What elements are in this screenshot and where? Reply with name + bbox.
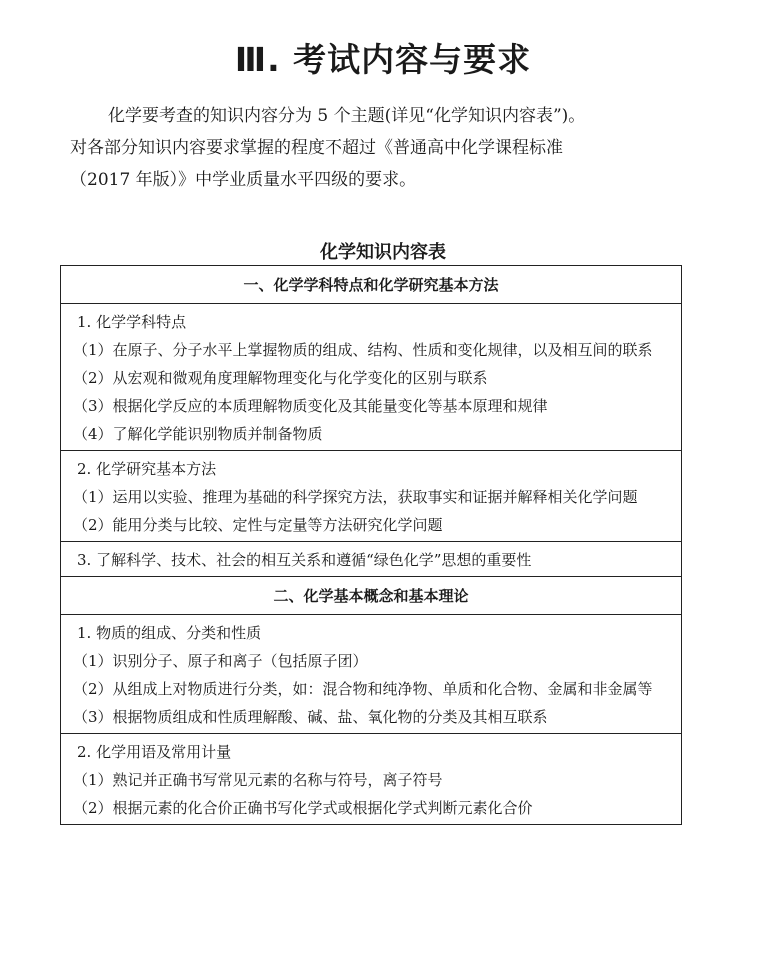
item-number: （1）	[73, 488, 113, 506]
item-text: 根据元素的化合价正确书写化学式或根据化学式判断元素化合价	[112, 799, 533, 817]
topic-title: 3. 了解科学、技术、社会的相互关系和遵循“绿色化学”思想的重要性	[77, 551, 532, 569]
item-number: （2）	[73, 369, 113, 387]
item-text: 识别分子、原子和离子（包括原子团）	[112, 652, 368, 670]
topic-block	[61, 304, 681, 451]
item-text: 运用以实验、推理为基础的科学探究方法，获取事实和证据并解释相关化学问题	[112, 488, 638, 506]
item-text: 根据化学反应的本质理解物质变化及其能量变化等基本原理和规律	[112, 397, 548, 415]
list-item	[73, 420, 669, 448]
topic-block	[61, 734, 681, 824]
topic-title: 2. 化学用语及常用计量	[77, 743, 232, 761]
knowledge-table	[60, 265, 682, 825]
item-number: （2）	[73, 516, 113, 534]
list-item	[73, 392, 669, 420]
item-number: （2）	[73, 680, 113, 698]
intro-line: （2017 年版）》中学业质量水平四级的要求。	[70, 170, 417, 190]
intro-line: 对各部分知识内容要求掌握的程度不超过《普通高中化学课程标准	[70, 138, 563, 158]
list-item	[73, 794, 669, 822]
topic-block	[61, 451, 681, 542]
item-number: （1）	[73, 652, 113, 670]
page-title: Ⅲ. 考试内容与要求	[234, 40, 532, 79]
list-item	[73, 675, 669, 703]
item-number: （3）	[73, 397, 113, 415]
list-item	[73, 483, 669, 511]
item-text: 从组成上对物质进行分类，如：混合物和纯净物、单质和化合物、金属和非金属等	[112, 680, 653, 698]
intro-paragraph	[70, 100, 710, 196]
item-text: 能用分类与比较、定性与定量等方法研究化学问题	[112, 516, 443, 534]
topic-block	[61, 542, 681, 577]
table-caption: 化学知识内容表	[320, 242, 446, 263]
item-number: （1）	[73, 771, 113, 789]
item-text: 根据物质组成和性质理解酸、碱、盐、氧化物的分类及其相互联系	[112, 708, 548, 726]
item-text: 在原子、分子水平上掌握物质的组成、结构、性质和变化规律，以及相互间的联系	[112, 341, 653, 359]
item-text: 了解化学能识别物质并制备物质	[112, 425, 323, 443]
topic-title: 2. 化学研究基本方法	[77, 460, 217, 478]
section-header: 二、化学基本概念和基本理论	[61, 577, 681, 615]
list-item	[73, 647, 669, 675]
item-number: （1）	[73, 341, 113, 359]
item-text: 熟记并正确书写常见元素的名称与符号，离子符号	[112, 771, 443, 789]
topic-block	[61, 615, 681, 734]
topic-title: 1. 物质的组成、分类和性质	[77, 624, 262, 642]
topic-title: 1. 化学学科特点	[77, 313, 187, 331]
list-item	[73, 364, 669, 392]
intro-line: 化学要考查的知识内容分为 5 个主题(详见“化学知识内容表”)。	[108, 106, 586, 126]
item-text: 从宏观和微观角度理解物理变化与化学变化的区别与联系	[112, 369, 488, 387]
item-number: （2）	[73, 799, 113, 817]
item-number: （4）	[73, 425, 113, 443]
section-header: 一、化学学科特点和化学研究基本方法	[61, 266, 681, 304]
list-item	[73, 766, 669, 794]
list-item	[73, 336, 669, 364]
list-item	[73, 703, 669, 731]
item-number: （3）	[73, 708, 113, 726]
list-item	[73, 511, 669, 539]
